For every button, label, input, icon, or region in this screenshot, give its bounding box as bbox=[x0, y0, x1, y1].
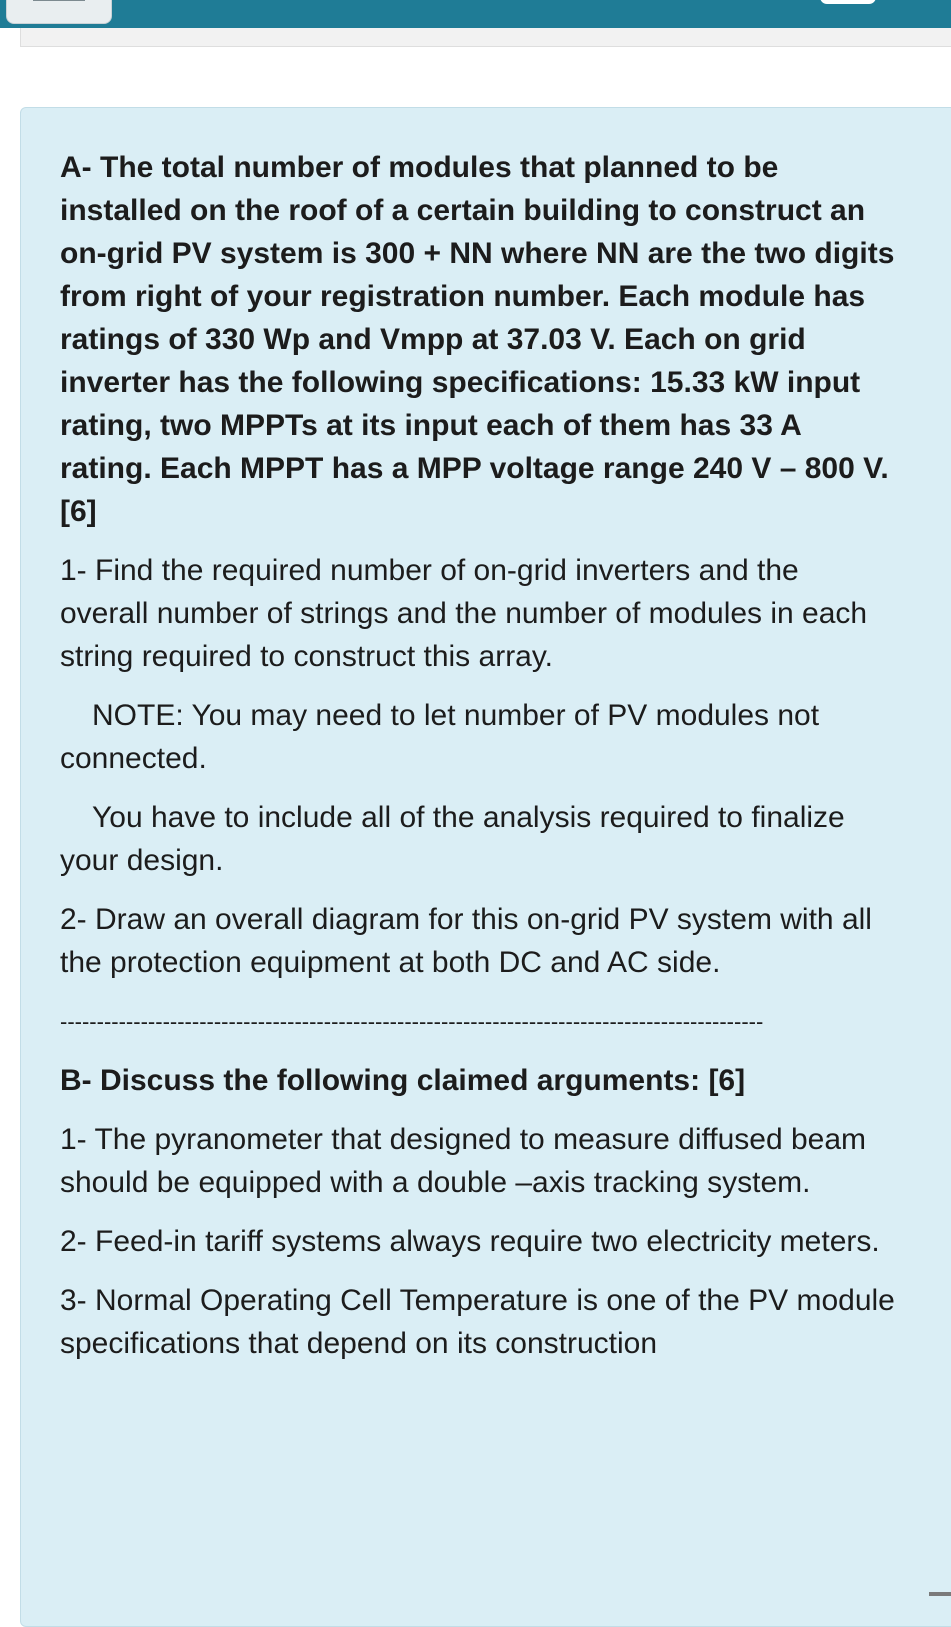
question-content bbox=[60, 146, 895, 1365]
top-bar bbox=[0, 0, 951, 28]
part-a-note: NOTE: You may need to let number of PV modules not connected. bbox=[60, 699, 820, 775]
part-b-heading: B- Discuss the following claimed arguments: [6] bbox=[60, 1064, 746, 1097]
part-a-question-1: 1- Find the required number of on-grid inverters and the overall number of strings and the number of modules in each string required to construct this array. bbox=[60, 554, 868, 673]
part-b-question-2: 2- Feed-in tariff systems always require two electricity meters. bbox=[60, 1225, 880, 1258]
part-a-include-note: You have to include all of the analysis required to finalize your design. bbox=[60, 801, 845, 877]
part-a-question-2: 2- Draw an overall diagram for this on-grid PV system with all the protection equipment at both DC and AC side. bbox=[60, 903, 872, 979]
menu-button[interactable] bbox=[820, 0, 876, 4]
scrollbar-thumb[interactable] bbox=[929, 1592, 951, 1596]
toolbar-strip bbox=[20, 28, 951, 47]
section-separator: ------------------------------------------------------------------------------------------------ bbox=[60, 1009, 764, 1034]
part-b-question-3: 3- Normal Operating Cell Temperature is one of the PV module specifications that depend on its construction bbox=[60, 1284, 895, 1360]
back-button[interactable] bbox=[6, 0, 112, 24]
part-b-question-1: 1- The pyranometer that designed to measure diffused beam should be equipped with a double –axis tracking system. bbox=[60, 1123, 867, 1199]
part-a-text: A- The total number of modules that planned to be installed on the roof of a certain building to construct an on-grid PV system is 300 + NN where NN are the two digits from right of your registration number. Each module has ratings of 330 Wp and Vmpp at 37.03 V. Each on grid inverter has the following specifications: 15.33 kW input rating, two MPPTs at its input each of them has 33 A rating. Each MPPT has a MPP voltage range 240 V – 800 V. [6] bbox=[60, 151, 895, 528]
